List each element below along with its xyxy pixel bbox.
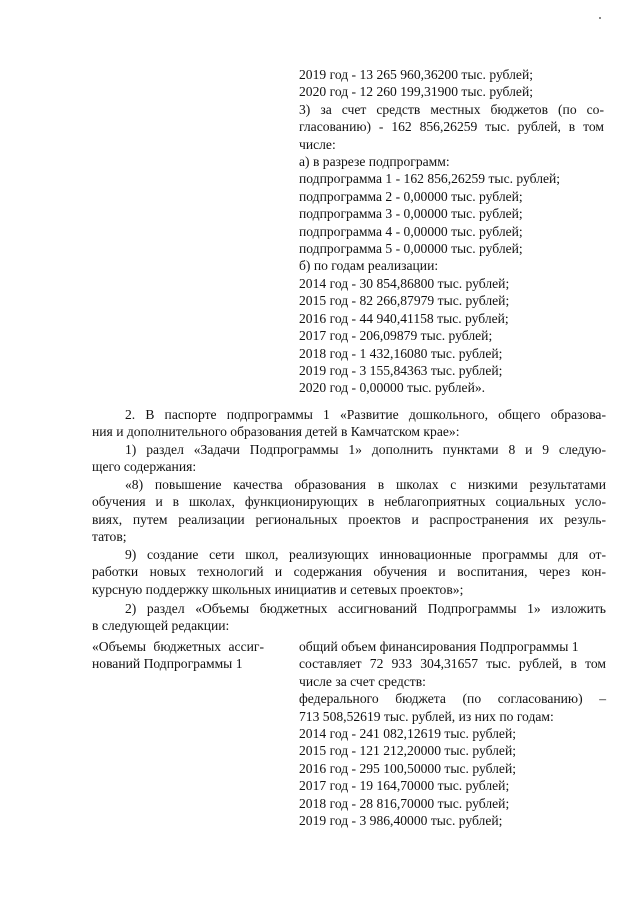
text-line: 3) за счет средств местных бюджетов (по со- [299,101,604,117]
text-line: 2019 год - 3 155,84363 тыс. рублей; [299,362,503,378]
paragraph-passport-subprogram-1 [92,406,606,441]
text-line: 2020 год - 12 260 199,31900 тыс. рублей; [299,84,534,100]
text-line: 2015 год - 82 266,87979 тыс. рублей; [299,293,510,309]
budget-continuation-column [299,66,604,397]
text-line: «8) повышение качества образования в школах с низкими результатами [125,477,606,492]
text-line: 2019 год - 13 265 960,36200 тыс. рублей; [299,67,534,82]
paragraph-task-8 [92,476,606,546]
paragraph-task-9 [92,546,606,598]
text-line: работки новых технологий и содержания обучения и воспитания, через кон- [92,564,606,580]
text-line: 2014 год - 241 082,12619 тыс. рублей; [299,726,517,742]
text-line: «Объемы бюджетных ассиг- [92,639,264,654]
text-line: виях, путем реализации региональных проектов и распространения их резуль- [92,511,606,527]
text-line: ния и дополнительного образования детей в Камчатском крае»: [92,424,460,440]
text-line: 2016 год - 44 940,41158 тыс. рублей; [299,310,509,326]
text-line: 2015 год - 121 212,20000 тыс. рублей; [299,743,517,759]
text-line: гласованию) - 162 856,26259 тыс. рублей, в том [299,119,604,135]
text-line: нований Подпрограммы 1 [92,656,243,672]
text-line: числе: [299,136,336,152]
text-line: составляет 72 933 304,31657 тыс. рублей, в том [299,656,606,672]
text-line: подпрограмма 3 - 0,00000 тыс. рублей; [299,206,523,222]
text-line: 2. В паспорте подпрограммы 1 «Развитие дошкольного, общего образова- [125,407,606,422]
text-line: курсную поддержку школьных инициатив и сетевых проектов»; [92,581,464,597]
text-line: 2) раздел «Объемы бюджетных ассигнований Подпрограммы 1» изложить [125,601,606,616]
text-line: в следующей редакции: [92,618,230,634]
text-line: щего содержания: [92,459,197,475]
paragraph-tasks-section [92,441,606,476]
text-line: а) в разрезе подпрограмм: [299,154,450,170]
text-line: обучения и в школах, функционирующих в неблагоприятных социальных усло- [92,494,606,510]
text-line: б) по годам реализации: [299,258,439,274]
text-line: подпрограмма 1 - 162 856,26259 тыс. рублей; [299,171,561,187]
text-line: 2017 год - 19 164,70000 тыс. рублей; [299,778,510,794]
text-line: 9) создание сети школ, реализующих инновационные программы для от- [125,547,606,562]
table-value-cell [299,638,606,829]
paragraph-budget-section [92,600,606,635]
text-line: 2018 год - 1 432,16080 тыс. рублей; [299,345,503,361]
text-line: федерального бюджета (по согласованию) – [299,691,606,707]
text-line: общий объем финансирования Подпрограммы 1 [299,639,579,654]
text-line: татов; [92,529,127,545]
scan-speck [599,17,601,19]
text-line: 2016 год - 295 100,50000 тыс. рублей; [299,760,517,776]
text-line: 2020 год - 0,00000 тыс. рублей». [299,380,486,396]
text-line: подпрограмма 5 - 0,00000 тыс. рублей; [299,241,523,257]
text-line: подпрограмма 2 - 0,00000 тыс. рублей; [299,188,523,204]
text-line: числе за счет средств: [299,673,426,689]
text-line: 713 508,52619 тыс. рублей, из них по годам: [299,708,554,724]
text-line: подпрограмма 4 - 0,00000 тыс. рублей; [299,223,523,239]
text-line: 2019 год - 3 986,40000 тыс. рублей; [299,813,503,829]
table-label-cell [92,638,264,673]
text-line: 2017 год - 206,09879 тыс. рублей; [299,328,493,344]
text-line: 2014 год - 30 854,86800 тыс. рублей; [299,275,510,291]
text-line: 1) раздел «Задачи Подпрограммы 1» дополнить пунктами 8 и 9 следую- [125,442,606,457]
text-line: 2018 год - 28 816,70000 тыс. рублей; [299,795,510,811]
